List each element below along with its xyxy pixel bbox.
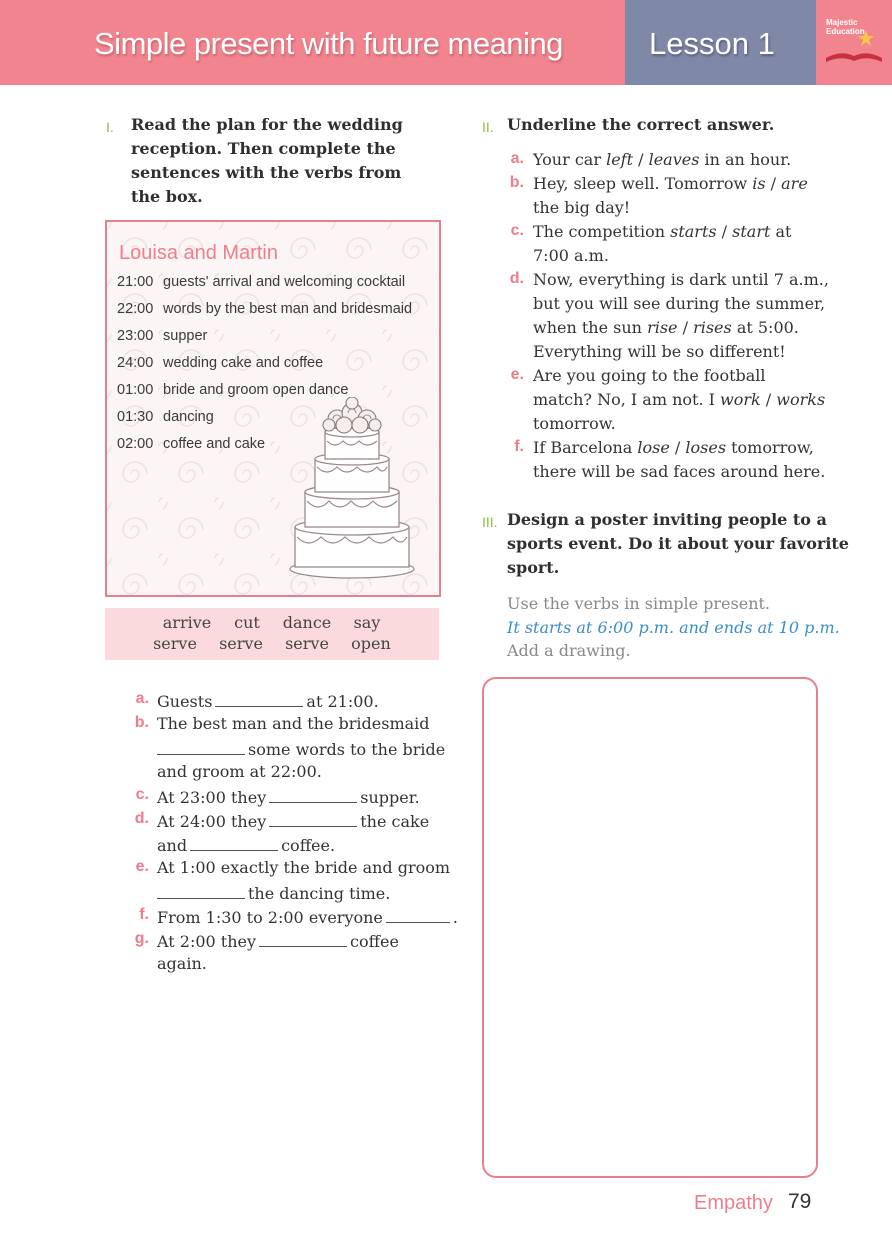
wedding-plan-box [105,220,441,597]
answer-blank[interactable] [215,690,303,707]
exercise-2e: Are you going to the football [533,366,766,385]
choice-option[interactable]: start [732,222,771,241]
exercise-1a: Guests at 21:00. [157,692,379,711]
verb-word: arrive [162,613,212,632]
exercise-1g: At 2:00 they coffee [157,932,399,951]
section-1-instruction: Read the plan for the wedding reception. Then complete the sentences with the verbs from the box. [131,115,403,206]
item-letter: g. [134,930,149,947]
book-title: Empathy [694,1192,773,1214]
exercise-1b: The best man and the bridesmaid [157,714,430,733]
section-2-instruction: Underline the correct answer. [507,115,775,134]
page-title: Simple present with future meaning [94,26,563,61]
exercise-2f: If Barcelona lose / loses tomorrow, [533,438,814,457]
plan-row: 23:00 supper [117,328,208,344]
exercise-2c-line2: 7:00 a.m. [533,246,609,265]
choice-option[interactable]: lose [637,438,670,457]
lesson-label: Lesson 1 [649,26,775,61]
publisher-logo [816,0,892,85]
choice-option[interactable]: leaves [648,150,700,169]
plan-row: 01:00 bride and groom open dance [117,382,349,398]
answer-blank[interactable] [269,810,357,827]
hint-text: Use the verbs in simple present. [507,594,771,613]
item-letter: c. [135,786,149,803]
item-letter: a. [135,690,149,707]
exercise-1g-line2: again. [157,954,207,973]
plan-row: 02:00 coffee and cake [117,436,266,452]
logo-text: Majestic Education [826,18,865,36]
poster-drawing-area[interactable] [482,677,818,1178]
plan-row: 24:00 wedding cake and coffee [117,355,324,371]
item-letter: a. [510,150,524,167]
verb-word: cut [234,613,260,632]
exercise-2b: Hey, sleep well. Tomorrow is / are [533,174,808,193]
plan-title: Louisa and Martin [119,242,278,264]
exercise-1d-line2: and coffee. [157,836,336,855]
exercise-2d-line3: when the sun rise / rises at 5:00. [533,318,799,337]
section-3-instruction: Design a poster inviting people to a sports event. Do it about your favorite sport. [507,510,849,577]
item-letter: e. [510,366,524,383]
wedding-cake-illustration [287,397,417,582]
plan-row: 22:00 words by the best man and bridesmaid [117,301,413,317]
exercise-1d: At 24:00 they the cake [157,812,430,831]
plan-row: 21:00 guests' arrival and welcoming cocktail [117,274,406,290]
item-letter: c. [510,222,524,239]
section-1-number: I. [106,119,114,135]
choice-option[interactable]: work [720,390,761,409]
exercise-2f-line2: there will be sad faces around here. [533,462,826,481]
answer-blank[interactable] [386,906,450,923]
item-letter: d. [509,270,524,287]
exercise-2e-line2: match? No, I am not. I work / works [533,390,826,409]
exercise-2c: The competition starts / start at [533,222,792,241]
exercise-1e: At 1:00 exactly the bride and groom [157,858,451,877]
verb-word: open [351,634,391,653]
choice-option[interactable]: starts [670,222,717,241]
logo-book-icon [816,0,892,85]
plan-row: 01:30 dancing [117,409,214,425]
item-letter: f. [139,906,149,923]
choice-option[interactable]: left [606,150,634,169]
exercise-2d-line2: but you will see during the summer, [533,294,826,313]
verb-word: dance [282,613,332,632]
choice-option[interactable]: rises [693,318,732,337]
item-letter: e. [135,858,149,875]
verb-word: say [353,613,381,632]
exercise-1b-line2: some words to the bride [157,738,445,759]
item-letter: d. [134,810,149,827]
verb-word: serve [153,634,197,653]
section-2-number: II. [482,119,494,135]
hint-text-drawing: Add a drawing. [507,641,631,660]
exercise-1e-line2: the dancing time. [157,882,390,903]
exercise-1c: At 23:00 they supper. [157,788,420,807]
section-3-number: III. [482,514,498,530]
item-letter: f. [514,438,524,455]
item-letter: b. [509,174,524,191]
page-number: 79 [788,1190,812,1213]
answer-blank[interactable] [259,930,347,947]
exercise-2d-line4: Everything will be so different! [533,342,786,361]
answer-blank[interactable] [157,738,245,755]
exercise-1b-line3: and groom at 22:00. [157,762,322,781]
choice-option[interactable]: loses [685,438,727,457]
answer-blank[interactable] [269,786,357,803]
choice-option[interactable]: are [781,174,808,193]
choice-option[interactable]: rise [647,318,678,337]
verb-word: serve [285,634,329,653]
exercise-2b-line2: the big day! [533,198,631,217]
choice-option[interactable]: works [776,390,826,409]
verb-word: serve [219,634,263,653]
exercise-1f: From 1:30 to 2:00 everyone . [157,908,458,927]
answer-blank[interactable] [157,882,245,899]
item-letter: b. [134,714,149,731]
exercise-2d: Now, everything is dark until 7 a.m., [533,270,829,289]
verb-box [105,608,439,660]
exercise-2e-line3: tomorrow. [533,414,616,433]
answer-blank[interactable] [190,834,278,851]
exercise-2a: Your car left / leaves in an hour. [533,150,792,169]
example-text: It starts at 6:00 p.m. and ends at 10 p.m. [507,618,840,637]
choice-option[interactable]: is [752,174,766,193]
